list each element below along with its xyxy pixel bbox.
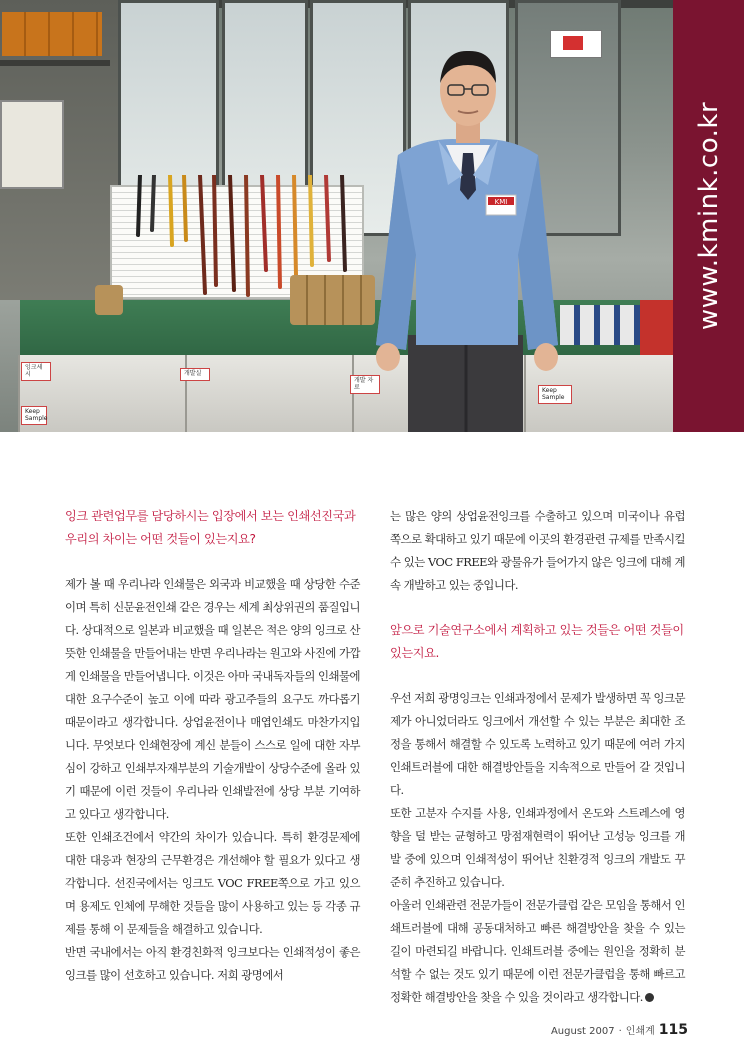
answer-text: 아울러 인쇄관련 전문가들이 전문가클럽 같은 모임을 통해서 인쇄트러블에 대해 공동대처하고 빠른 해결방안을 찾을 수 있는 길이 마련되길 바랍니다. 인쇄트러블 중에는 원인을 정확히 분석할 수 없는 것도 있기 때문에 이런 전문가클럽을 통해 빠르고 정확한 해결방안을 찾을 수 있을 것이라고 생각합니다. <box>390 898 685 1004</box>
whiteboard <box>0 100 64 189</box>
shelf <box>0 60 110 66</box>
cabinet-label: 개발실 <box>180 368 210 381</box>
cabinet <box>185 355 352 432</box>
ink-cans <box>95 285 123 315</box>
red-panel <box>640 300 673 355</box>
cabinet-label: Keep Sample <box>21 406 47 425</box>
interview-question: 잉크 관련업무를 담당하시는 입장에서 보는 인쇄선진국과 우리의 차이는 어떤 것들이 있는지요? <box>65 509 356 546</box>
end-mark-icon <box>645 993 654 1002</box>
left-column <box>65 505 360 987</box>
magazine-name: 인쇄계 <box>625 1026 655 1037</box>
page-footer <box>551 1022 688 1038</box>
footer-separator: · <box>618 1026 622 1037</box>
interview-question: 앞으로 기술연구소에서 계획하고 있는 것들은 어떤 것들이 있는지요. <box>390 623 684 660</box>
company-badge-text: KMI <box>494 198 508 206</box>
answer-paragraph: 또한 인쇄조건에서 약간의 차이가 있습니다. 특히 환경문제에 대한 대응과 현장의 근무환경은 개선해야 할 필요가 있다고 생각합니다. 선진국에서는 잉크도 VOC FREE쪽으로 가고 있으며 용제도 인체에 무해한 것들을 많이 사용하고 있는 등 각종 규제를 통해 이 문제들을 해결하고 있습니다. <box>65 830 360 936</box>
answer-paragraph-final <box>390 894 685 1009</box>
interview-photo <box>0 0 673 432</box>
cabinet-label: Keep Sample <box>538 385 572 404</box>
ink-cans <box>290 275 375 325</box>
answer-continuation: 는 많은 양의 상업윤전잉크를 수출하고 있으며 미국이나 유럽 쪽으로 확대하고 있기 때문에 이곳의 환경관련 규제를 만족시킬 수 있는 VOC FREE와 광물유가 들어가지 않은 잉크에 대해 계속 개발하고 있는 중입니다. <box>390 509 685 592</box>
issue-date: August 2007 <box>550 1026 615 1037</box>
answer-paragraph: 또한 고분자 수지를 사용, 인쇄과정에서 온도와 스트레스에 영향을 덜 받는 균형하고 망점재현력이 뛰어난 고성능 잉크를 개발 중에 있으며 인쇄적성이 뛰어난 친환경적 잉크의 개발도 꾸준히 추진하고 있습니다. <box>390 806 685 889</box>
answer-paragraph: 우선 저희 광명잉크는 인쇄과정에서 문제가 발생하면 꼭 잉크문제가 아니었더라도 잉크에서 개선할 수 있는 부분은 최대한 조정을 통해서 해결할 수 있도록 노력하고 있기 때문에 여러 가지 인쇄트러블에 대한 해결방안들을 지속적으로 만들어 갈 것입니다. <box>390 691 685 797</box>
website-url[interactable]: www.kmink.co.kr <box>693 101 724 331</box>
right-column <box>390 505 685 1009</box>
answer-paragraph: 제가 볼 때 우리나라 인쇄물은 외국과 비교했을 때 상당한 수준이며 특히 신문윤전인쇄 같은 경우는 세계 최상위권의 품질입니다. 상대적으로 일본과 비교했을 때 일본은 적은 양의 잉크로 산뜻한 인쇄물을 만들어내는 반면 우리나라는 원고와 사진에 가깝게 인쇄물을 만들어냅니다. 이것은 아마 국내독자들의 인쇄물에 대한 요구수준이 높고 이에 따라 광고주들의 요구도 까다롭기 때문이라고 생각합니다. 상업윤전이나 매엽인쇄도 마찬가지입니다. 무엇보다 인쇄현장에 계신 분들이 스스로 일에 대한 자부심이 강하고 인쇄부자재부분의 기술개발이 상당수준에 올라 있기 때문에 이런 것들이 우리나라 인쇄발전에 상당 부분 기여하고 있다고 생각합니다. <box>65 577 360 821</box>
cabinet-label: 개발 자 료 <box>350 375 380 394</box>
page-number: 115 <box>658 1022 688 1038</box>
url-sidebar <box>673 0 744 432</box>
answer-paragraph: 반면 국내에서는 아직 환경친화적 잉크보다는 인쇄적성이 좋은 잉크를 많이 선호하고 있습니다. 저희 광명에서 <box>65 945 360 982</box>
interviewee <box>368 45 568 432</box>
cabinet-label: 잉크세시 <box>21 362 51 381</box>
storage-boxes <box>2 12 102 56</box>
